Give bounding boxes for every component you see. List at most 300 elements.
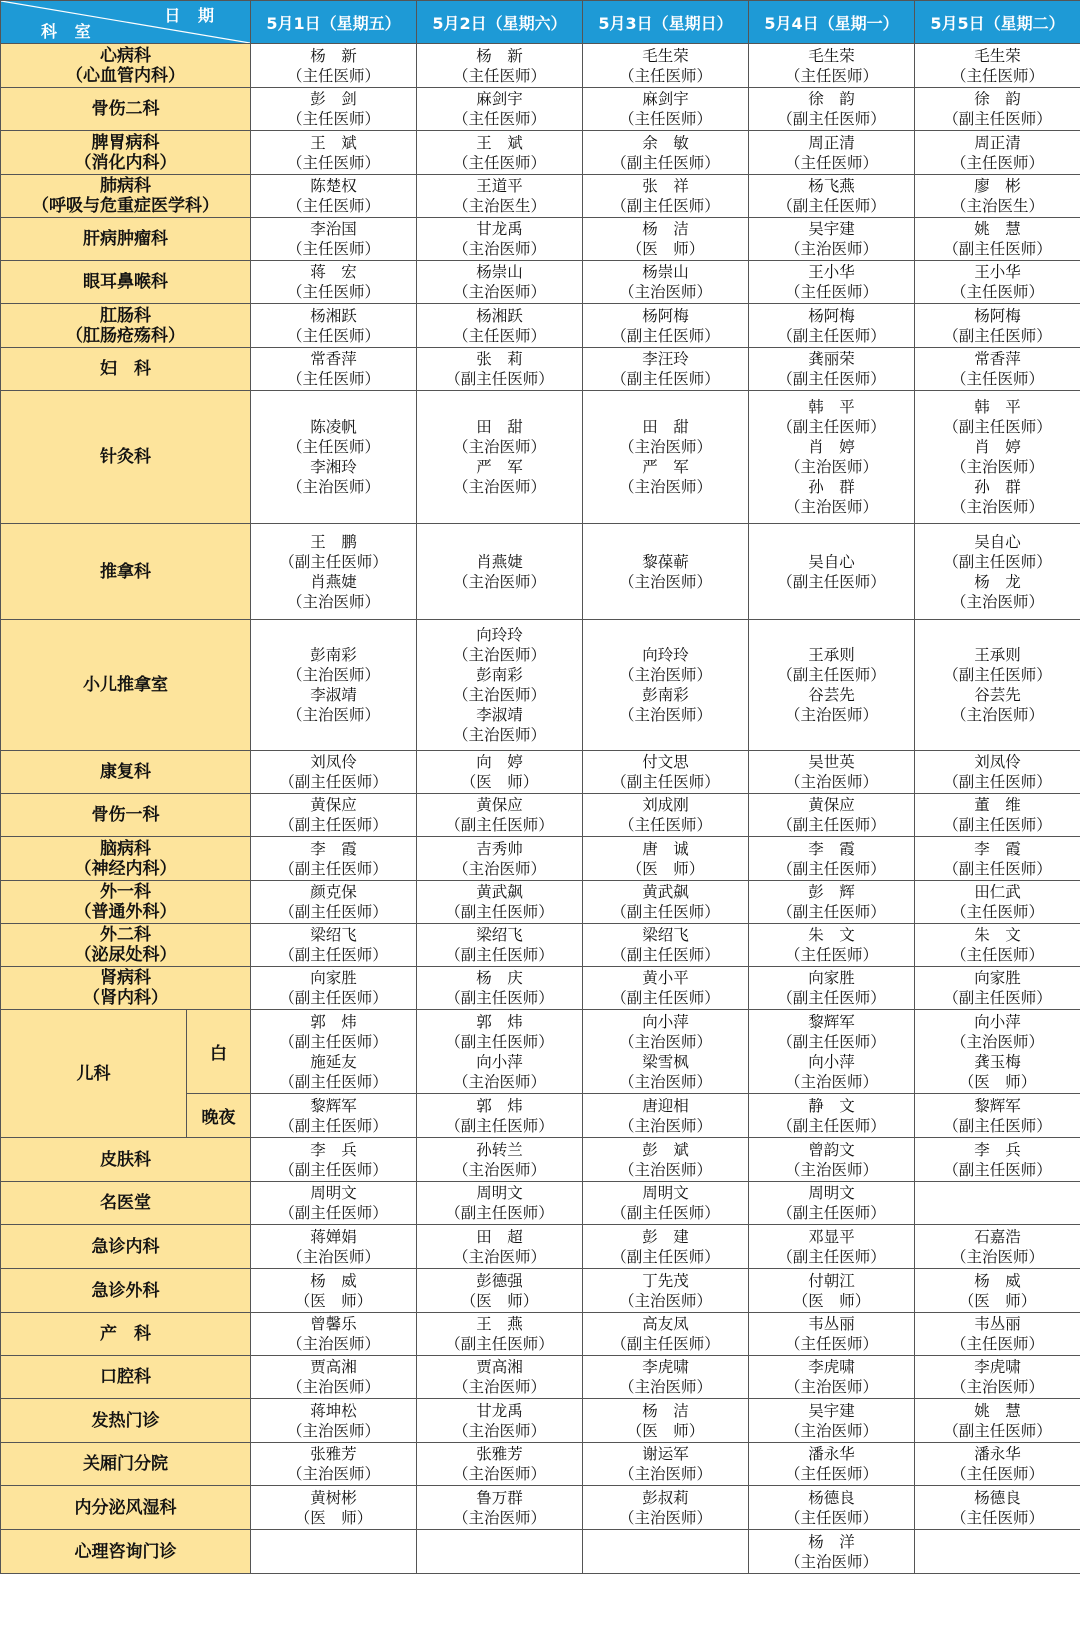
duty-cell — [251, 1269, 417, 1313]
duty-cell — [251, 1356, 417, 1399]
doctor-name: 韩 平 — [974, 398, 1021, 416]
doctor-name: 刘凤伶 — [974, 753, 1021, 771]
duty-cell — [583, 1182, 749, 1225]
duty-cell — [915, 218, 1080, 261]
duty-cell — [749, 1225, 915, 1269]
doctor-title: （主治医师） — [618, 478, 712, 496]
duty-cell — [251, 1182, 417, 1225]
doctor-title: （主治医师） — [286, 666, 380, 684]
doctor-name: 向小萍 — [974, 1012, 1021, 1031]
duty-cell — [749, 1010, 915, 1094]
duty-cell — [915, 261, 1080, 304]
doctor-name: 田 超 — [476, 1227, 523, 1246]
doctor-name: 杨阿梅 — [808, 306, 855, 325]
table-row — [1, 620, 1080, 751]
duty-cell — [417, 175, 583, 218]
doctor-name: 彭南彩 — [476, 666, 523, 684]
duty-cell — [749, 131, 915, 175]
duty-cell — [417, 1182, 583, 1225]
duty-cell — [251, 1399, 417, 1443]
doctor-title: （副主任医师） — [943, 989, 1052, 1007]
table-row — [1, 304, 1080, 348]
duty-cell — [251, 620, 417, 751]
duty-cell — [417, 751, 583, 794]
doctor-title: （副主任医师） — [611, 773, 720, 791]
duty-cell — [749, 88, 915, 131]
doctor-title: （副主任医师） — [777, 197, 886, 215]
doctor-title: （副主任医师） — [611, 1247, 720, 1266]
doctor-name: 周明文 — [310, 1184, 357, 1202]
doctor-name: 毛生荣 — [642, 46, 689, 65]
doctor-name: 姚 慧 — [974, 1401, 1021, 1420]
doctor-title: （主治医师） — [618, 1508, 712, 1527]
duty-cell — [583, 1443, 749, 1486]
table-row — [1, 794, 1080, 837]
department-cell — [1, 218, 251, 261]
doctor-name: 梁绍飞 — [642, 926, 689, 944]
duty-cell — [417, 620, 583, 751]
date-header: 5月2日（星期六） — [417, 1, 583, 44]
doctor-title: （副主任医师） — [943, 859, 1052, 878]
doctor-name: 李虎啸 — [808, 1358, 855, 1376]
doctor-title: （主治医师） — [618, 1291, 712, 1310]
doctor-name: 黄小平 — [642, 969, 689, 987]
department-name: 急诊外科 — [91, 1280, 160, 1301]
duty-cell — [749, 261, 915, 304]
duty-cell — [583, 837, 749, 881]
doctor-title: （主治医师） — [950, 1378, 1044, 1396]
doctor-title: （副主任医师） — [445, 989, 554, 1007]
department-cell — [1, 1356, 251, 1399]
doctor-name: 付文思 — [642, 753, 689, 771]
department-cell — [1, 304, 251, 348]
doctor-name: 杨 龙 — [974, 572, 1021, 591]
doctor-title: （主治医师） — [618, 283, 712, 301]
doctor-title: （医 师） — [792, 1291, 871, 1310]
duty-cell — [417, 524, 583, 620]
doctor-title: （主任医师） — [618, 66, 712, 85]
department-cell — [1, 1530, 251, 1574]
doctor-name: 王承则 — [808, 646, 855, 664]
doctor-title: （主治医师） — [286, 706, 380, 724]
table-row — [1, 1399, 1080, 1443]
duty-cell — [417, 1269, 583, 1313]
doctor-name: 黎葆蕲 — [642, 552, 689, 571]
duty-cell — [251, 924, 417, 967]
doctor-name: 黄武飙 — [642, 883, 689, 901]
doctor-name: 严 军 — [642, 458, 689, 476]
department-name: 骨伤二科 — [91, 99, 160, 119]
duty-cell — [251, 304, 417, 348]
doctor-title: （副主任医师） — [777, 370, 886, 388]
doctor-title: （主任医师） — [950, 903, 1044, 921]
doctor-title: （副主任医师） — [445, 903, 554, 921]
duty-cell — [251, 1010, 417, 1094]
table-row — [1, 524, 1080, 620]
doctor-title: （主治医师） — [452, 1508, 546, 1527]
doctor-title: （主任医师） — [784, 1335, 878, 1353]
department-cell — [1, 175, 251, 218]
doctor-title: （副主任医师） — [777, 859, 886, 878]
doctor-title: （主治医师） — [452, 1247, 546, 1266]
doctor-name: 孙转兰 — [476, 1140, 523, 1159]
table-row — [1, 261, 1080, 304]
table-row — [1, 751, 1080, 794]
duty-cell — [583, 751, 749, 794]
doctor-title: （副主任医师） — [279, 1032, 388, 1051]
doctor-name: 常香萍 — [310, 350, 357, 368]
doctor-name: 黄武飙 — [476, 883, 523, 901]
doctor-name: 谷芸先 — [974, 686, 1021, 704]
doctor-name: 向小萍 — [476, 1052, 523, 1071]
doctor-title: （主治医师） — [950, 498, 1044, 516]
doctor-name: 石嘉浩 — [974, 1227, 1021, 1246]
doctor-name: 向玲玲 — [642, 646, 689, 664]
duty-cell — [583, 1269, 749, 1313]
department-name: 推拿科 — [100, 561, 151, 582]
doctor-title: （副主任医师） — [943, 773, 1052, 791]
doctor-title: （主治医师） — [452, 1160, 546, 1179]
department-cell — [1, 881, 251, 924]
doctor-name: 唐 诚 — [642, 839, 689, 858]
doctor-title: （主任医师） — [618, 816, 712, 834]
doctor-name: 李 霞 — [808, 839, 855, 858]
doctor-title: （主任医师） — [286, 370, 380, 388]
corner-header — [1, 1, 251, 44]
doctor-title: （主任医师） — [784, 1465, 878, 1483]
department-name: （神经内科） — [74, 858, 177, 879]
table-row — [1, 1010, 1080, 1094]
duty-cell — [583, 924, 749, 967]
doctor-title: （副主任医师） — [279, 1160, 388, 1179]
department-name: 儿科 — [76, 1063, 111, 1084]
duty-cell — [915, 348, 1080, 391]
doctor-title: （主任医师） — [452, 153, 546, 172]
doctor-name: 田 甜 — [476, 418, 523, 436]
doctor-title: （主治医师） — [784, 498, 878, 516]
doctor-name: 吴自心 — [974, 532, 1021, 551]
duty-cell — [417, 924, 583, 967]
doctor-name: 严 军 — [476, 458, 523, 476]
doctor-name: 吴世英 — [808, 753, 855, 771]
doctor-title: （副主任医师） — [777, 1032, 886, 1051]
doctor-title: （副主任医师） — [445, 370, 554, 388]
duty-cell — [583, 218, 749, 261]
doctor-title: （副主任医师） — [279, 552, 388, 571]
doctor-name: 甘龙禹 — [476, 220, 523, 238]
doctor-name: 王小华 — [808, 263, 855, 281]
doctor-name: 常香萍 — [974, 350, 1021, 368]
doctor-name: 李虎啸 — [642, 1358, 689, 1376]
doctor-title: （主任医师） — [618, 110, 712, 128]
doctor-title: （副主任医师） — [943, 552, 1052, 571]
doctor-title: （主治医师） — [618, 1378, 712, 1396]
doctor-name: 高友凤 — [642, 1315, 689, 1333]
doctor-name: 曾馨乐 — [310, 1315, 357, 1333]
doctor-name: 吴宇建 — [808, 1401, 855, 1420]
duty-cell — [251, 751, 417, 794]
doctor-title: （主治医师） — [286, 592, 380, 611]
duty-cell — [749, 1486, 915, 1530]
doctor-name: 丁先茂 — [642, 1271, 689, 1290]
duty-cell — [251, 1094, 417, 1138]
duty-cell — [583, 131, 749, 175]
doctor-title: （副主任医师） — [943, 326, 1052, 345]
doctor-title: （副主任医师） — [943, 110, 1052, 128]
doctor-title: （副主任医师） — [279, 946, 388, 964]
duty-cell — [583, 1486, 749, 1530]
department-name: 肺病科 — [100, 176, 151, 196]
doctor-name: 王 斌 — [310, 133, 357, 152]
doctor-title: （副主任医师） — [611, 946, 720, 964]
doctor-title: （医 师） — [626, 240, 705, 258]
doctor-name: 毛生荣 — [808, 46, 855, 65]
doctor-title: （副主任医师） — [611, 1204, 720, 1222]
duty-cell — [915, 44, 1080, 88]
duty-cell — [749, 1530, 915, 1574]
duty-cell — [915, 751, 1080, 794]
doctor-title: （主治医师） — [452, 572, 546, 591]
duty-cell — [417, 1010, 583, 1094]
duty-cell — [915, 924, 1080, 967]
department-cell — [1, 348, 251, 391]
doctor-name: 姚 慧 — [974, 220, 1021, 238]
department-name: （普通外科） — [74, 902, 177, 922]
doctor-title: （医 师） — [626, 1421, 705, 1440]
doctor-title: （主治医师） — [618, 1116, 712, 1135]
doctor-name: 向家胜 — [974, 969, 1021, 987]
duty-cell — [417, 1530, 583, 1574]
department-cell — [1, 794, 251, 837]
department-cell — [1, 1225, 251, 1269]
department-name: 肛肠科 — [100, 305, 151, 326]
doctor-title: （主任医师） — [286, 110, 380, 128]
shift-label-night: 晚夜 — [187, 1094, 251, 1138]
doctor-title: （主治医师） — [618, 1072, 712, 1091]
duty-cell — [417, 131, 583, 175]
doctor-title: （主治医师） — [286, 1421, 380, 1440]
doctor-name: 梁绍飞 — [310, 926, 357, 944]
doctor-title: （主任医师） — [286, 326, 380, 345]
department-name: 急诊内科 — [91, 1236, 160, 1257]
department-name: 妇 科 — [100, 359, 151, 379]
department-name: 名医堂 — [100, 1193, 151, 1213]
doctor-title: （主治医师） — [784, 240, 878, 258]
doctor-name: 彭叔莉 — [642, 1488, 689, 1507]
duty-cell — [583, 175, 749, 218]
doctor-name: 周正清 — [974, 133, 1021, 152]
department-cell — [1, 1138, 251, 1182]
doctor-name: 王 燕 — [476, 1315, 523, 1333]
doctor-title: （副主任医师） — [279, 816, 388, 834]
table-row — [1, 348, 1080, 391]
doctor-title: （主任医师） — [286, 197, 380, 215]
duty-cell — [915, 88, 1080, 131]
duty-cell — [251, 218, 417, 261]
doctor-title: （主治医师） — [618, 1032, 712, 1051]
duty-cell — [251, 88, 417, 131]
duty-cell — [583, 794, 749, 837]
duty-cell — [251, 1530, 417, 1574]
duty-cell — [915, 131, 1080, 175]
duty-cell — [417, 88, 583, 131]
doctor-name: 施延友 — [310, 1052, 357, 1071]
doctor-title: （主治医师） — [784, 706, 878, 724]
doctor-title: （主任医师） — [452, 66, 546, 85]
doctor-name: 张 祥 — [642, 177, 689, 195]
doctor-title: （主治医师） — [452, 1072, 546, 1091]
doctor-title: （医 师） — [460, 1291, 539, 1310]
duty-cell — [417, 1094, 583, 1138]
shift-label-day: 白 — [187, 1010, 251, 1094]
doctor-title: （副主任医师） — [777, 1116, 886, 1135]
doctor-name: 黎辉军 — [310, 1096, 357, 1115]
doctor-title: （主任医师） — [784, 946, 878, 964]
doctor-title: （主治医师） — [452, 240, 546, 258]
doctor-title: （副主任医师） — [445, 1204, 554, 1222]
doctor-name: 潘永华 — [808, 1445, 855, 1463]
doctor-title: （主治医师） — [286, 1378, 380, 1396]
doctor-title: （主治医师） — [618, 1465, 712, 1483]
duty-cell — [251, 794, 417, 837]
doctor-title: （主任医师） — [286, 283, 380, 301]
department-cell — [1, 967, 251, 1010]
doctor-title: （副主任医师） — [445, 816, 554, 834]
duty-cell — [583, 348, 749, 391]
department-cell — [1, 391, 251, 524]
duty-cell — [251, 881, 417, 924]
duty-cell — [583, 881, 749, 924]
doctor-name: 黄保应 — [476, 796, 523, 814]
department-cell — [1, 44, 251, 88]
doctor-name: 郭 炜 — [476, 1096, 523, 1115]
department-cell — [1, 837, 251, 881]
doctor-name: 向小萍 — [808, 1052, 855, 1071]
duty-cell — [251, 524, 417, 620]
doctor-name: 杨 洁 — [642, 1401, 689, 1420]
doctor-name: 李 霞 — [310, 839, 357, 858]
doctor-name: 彭 建 — [642, 1227, 689, 1246]
duty-cell — [915, 1399, 1080, 1443]
duty-cell — [915, 837, 1080, 881]
department-name: 眼耳鼻喉科 — [83, 272, 168, 292]
doctor-title: （主治医师） — [452, 646, 546, 664]
doctor-title: （医 师） — [626, 859, 705, 878]
doctor-name: 唐迎相 — [642, 1096, 689, 1115]
doctor-name: 李治国 — [310, 220, 357, 238]
duty-cell — [251, 348, 417, 391]
doctor-title: （主任医师） — [950, 1335, 1044, 1353]
doctor-name: 肖燕婕 — [476, 552, 523, 571]
doctor-name: 杨 庆 — [476, 969, 523, 987]
doctor-title: （副主任医师） — [777, 326, 886, 345]
department-cell — [1, 924, 251, 967]
table-row — [1, 881, 1080, 924]
department-name: 康复科 — [100, 762, 151, 782]
duty-cell — [251, 967, 417, 1010]
doctor-title: （主任医师） — [286, 438, 380, 456]
department-name: 脾胃病科 — [91, 132, 160, 153]
duty-cell — [583, 967, 749, 1010]
doctor-name: 杨德良 — [974, 1488, 1021, 1507]
doctor-title: （主治医师） — [286, 1465, 380, 1483]
doctor-name: 田 甜 — [642, 418, 689, 436]
doctor-title: （主治医师） — [784, 1378, 878, 1396]
doctor-title: （主治医师） — [452, 1421, 546, 1440]
doctor-title: （副主任医师） — [777, 816, 886, 834]
doctor-name: 彭 辉 — [808, 883, 855, 901]
doctor-name: 梁雪枫 — [642, 1052, 689, 1071]
doctor-name: 杨阿梅 — [642, 306, 689, 325]
doctor-name: 韦丛丽 — [808, 1315, 855, 1333]
doctor-title: （医 师） — [958, 1291, 1037, 1310]
department-cell — [1, 751, 251, 794]
doctor-name: 彭 剑 — [310, 90, 357, 108]
doctor-name: 梁绍飞 — [476, 926, 523, 944]
doctor-title: （副主任医师） — [943, 418, 1052, 436]
duty-cell — [417, 1399, 583, 1443]
doctor-name: 陈凌帆 — [310, 418, 357, 436]
doctor-title: （副主任医师） — [777, 418, 886, 436]
duty-cell — [749, 1356, 915, 1399]
department-name: 皮肤科 — [100, 1149, 151, 1170]
doctor-title: （主治医师） — [452, 859, 546, 878]
table-row — [1, 1313, 1080, 1356]
duty-cell — [915, 1138, 1080, 1182]
duty-cell — [749, 967, 915, 1010]
doctor-title: （主任医师） — [950, 1508, 1044, 1527]
doctor-name: 杨 新 — [476, 46, 523, 65]
date-header: 5月3日（星期日） — [583, 1, 749, 44]
doctor-title: （主治医师） — [286, 1335, 380, 1353]
duty-cell — [749, 391, 915, 524]
duty-cell — [915, 524, 1080, 620]
doctor-title: （主任医师） — [286, 153, 380, 172]
doctor-title: （副主任医师） — [445, 946, 554, 964]
duty-cell — [749, 751, 915, 794]
department-name: 脑病科 — [100, 838, 151, 859]
doctor-name: 吴自心 — [808, 552, 855, 571]
duty-cell — [915, 1356, 1080, 1399]
doctor-title: （副主任医师） — [777, 989, 886, 1007]
doctor-title: （副主任医师） — [279, 1116, 388, 1135]
department-name: （肾内科） — [83, 988, 168, 1008]
duty-cell — [251, 1486, 417, 1530]
doctor-name: 彭南彩 — [310, 646, 357, 664]
doctor-title: （医 师） — [958, 1072, 1037, 1091]
doctor-title: （主治医师） — [618, 666, 712, 684]
duty-cell — [749, 1313, 915, 1356]
doctor-title: （主治医师） — [452, 726, 546, 744]
doctor-title: （主治医师） — [784, 1552, 878, 1571]
doctor-name: 王 斌 — [476, 133, 523, 152]
doctor-title: （主治医师） — [950, 458, 1044, 476]
doctor-title: （主治医师） — [618, 572, 712, 591]
duty-cell — [583, 88, 749, 131]
duty-cell — [251, 837, 417, 881]
doctor-name: 王承则 — [974, 646, 1021, 664]
doctor-title: （主治医师） — [950, 1247, 1044, 1266]
doctor-name: 潘永华 — [974, 1445, 1021, 1463]
doctor-name: 王小华 — [974, 263, 1021, 281]
duty-cell — [915, 1313, 1080, 1356]
duty-cell — [583, 1356, 749, 1399]
duty-cell — [583, 44, 749, 88]
doctor-name: 朱 文 — [808, 926, 855, 944]
doctor-title: （副主任医师） — [777, 1247, 886, 1266]
duty-cell — [749, 837, 915, 881]
duty-cell — [915, 1269, 1080, 1313]
